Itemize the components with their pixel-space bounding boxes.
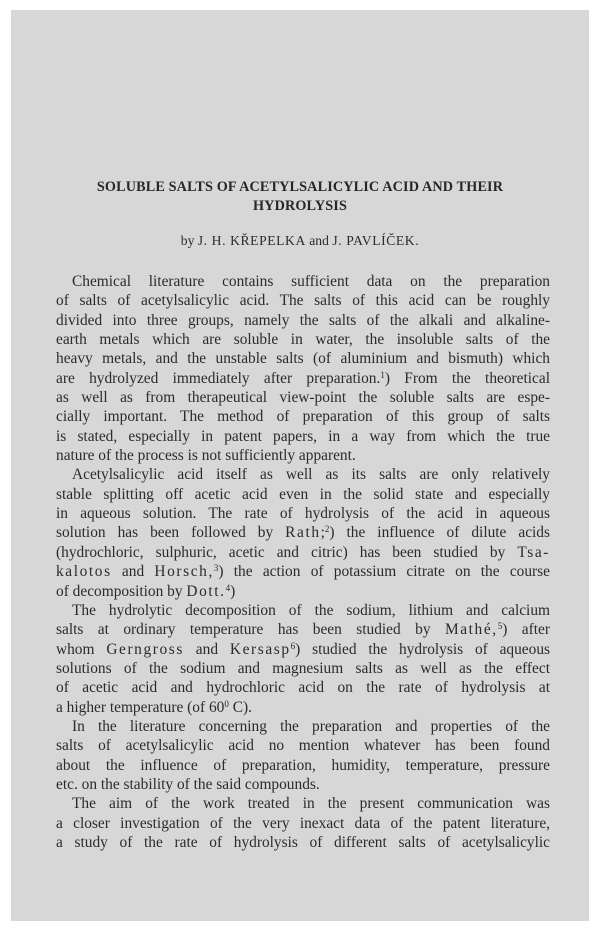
paragraph-5 (56, 794, 550, 852)
text-line (56, 369, 550, 388)
text-segment: a higher temperature (of 60 (56, 698, 225, 716)
text-line: a study of the rate of hydrolysis of different salts of acetylsalicylic (56, 833, 550, 851)
text-line: heavy metals, and the unstable salts (of aluminium and bismuth) which (56, 350, 550, 368)
byline-prefix: by (180, 233, 198, 248)
text-line: is stated, especially in patent papers, in a way from which the true (56, 427, 550, 445)
footnote-ref: 5 (497, 621, 503, 632)
text-segment: ) (230, 582, 236, 600)
cited-author: Mathé, (444, 621, 498, 639)
text-line: In the literature concerning the preparation and properties of the (72, 717, 550, 735)
text-line (56, 582, 550, 601)
text-line: Acetylsalicylic acid itself as well as its salts are only relatively (72, 466, 550, 484)
paragraph-3 (56, 601, 550, 717)
text-segment: (hydrochloric, sulphuric, acetic and citric) has been studied by (56, 543, 518, 561)
text-line: The hydrolytic decomposition of the sodium, lithium and calcium (72, 601, 550, 619)
text-line: of acetic acid and hydrochloric acid on the rate of hydrolysis at (56, 679, 550, 697)
cited-author: Kersasp (229, 640, 291, 658)
cited-author: kalotos (56, 563, 112, 581)
text-line: The aim of the work treated in the present communication was (72, 795, 550, 813)
paper-title (11, 178, 589, 216)
text-line: stable splitting off acetic acid even in the solid state and especially (56, 485, 550, 503)
text-line (56, 543, 550, 562)
cited-author: Rath (285, 524, 321, 542)
scanned-page (11, 10, 589, 921)
text-line (56, 620, 550, 639)
text-line: as well as from therapeutical view-point the soluble salts are espe- (56, 389, 550, 407)
text-line: cially important. The method of preparation of this group of salts (56, 408, 550, 426)
text-line (56, 562, 550, 581)
text-line: of salts of acetylsalicylic acid. The salts of this acid can be roughly (56, 292, 550, 310)
byline-conjunction: and (305, 233, 333, 248)
text-line: salts of acetylsalicylic acid no mention whatever has been found (56, 737, 550, 755)
title-line-2: HYDROLYSIS (252, 198, 347, 214)
text-line: solutions of the sodium and magnesium salts as well as the effect (56, 659, 550, 677)
text-line: solution has been followed by Rath;$^2$) the influence of dilute acids (56, 524, 550, 542)
paragraph-2 (56, 465, 550, 600)
text-line (56, 698, 550, 717)
paragraph-1 (56, 272, 550, 465)
footnote-ref: 4 (225, 582, 231, 593)
text-segment: of decomposition by (56, 582, 187, 600)
text-segment: ) the influence of dilute acids (329, 524, 550, 542)
text-line: nature of the process is not sufficiently apparent. (56, 447, 356, 465)
cited-author: Gerngross (106, 640, 184, 658)
text-line: etc. on the stability of the said compounds. (56, 775, 320, 793)
text-segment: are hydrolyzed immediately after preparation. (56, 369, 381, 387)
author-2: J. PAVLÍČEK. (332, 233, 420, 248)
byline (11, 232, 589, 250)
paragraph-4 (56, 717, 550, 794)
text-segment: salts at ordinary temperature has been studied by (56, 621, 445, 639)
text-line: a closer investigation of the very inexact data of the patent literature, (56, 814, 550, 832)
text-segment: and (111, 563, 155, 581)
text-line (56, 640, 550, 659)
footnote-ref: 1 (380, 369, 385, 380)
footnote-ref: 6 (290, 640, 296, 651)
text-segment: ) the action of potassium citrate on the course (218, 563, 550, 581)
text-segment: solution has been followed by (56, 524, 286, 542)
text-line: Chemical literature contains sufficient data on the preparation (72, 273, 550, 290)
body-text (56, 272, 550, 852)
cited-author: Dott. (186, 582, 226, 600)
title-line-1: SOLUBLE SALTS OF ACETYLSALICYLIC ACID AND THEIR (96, 179, 504, 195)
text-line: about the influence of preparation, humidity, temperature, pressure (56, 756, 550, 774)
text-segment: C). (228, 698, 252, 716)
text-segment: and (183, 640, 230, 658)
footnote-ref: 3 (213, 563, 219, 574)
text-segment: ) studied the hydrolysis of aqueous (295, 640, 551, 658)
text-line: divided into three groups, namely the salts of the alkali and alkaline- (56, 311, 550, 329)
text-line: in aqueous solution. The rate of hydrolysis of the acid in aqueous (56, 505, 550, 523)
text-segment: whom (56, 640, 107, 658)
cited-author: Tsa- (517, 543, 550, 561)
cited-author: Horsch, (154, 563, 214, 581)
text-line: earth metals which are soluble in water, the insoluble salts of the (56, 331, 550, 349)
author-1: J. H. KŘEPELKA (197, 233, 306, 248)
text-segment: ) From the theoretical (384, 369, 550, 387)
degree-mark: 0 (224, 698, 229, 709)
footnote-ref: 2 (324, 524, 330, 535)
text-segment: ) after (502, 621, 550, 639)
